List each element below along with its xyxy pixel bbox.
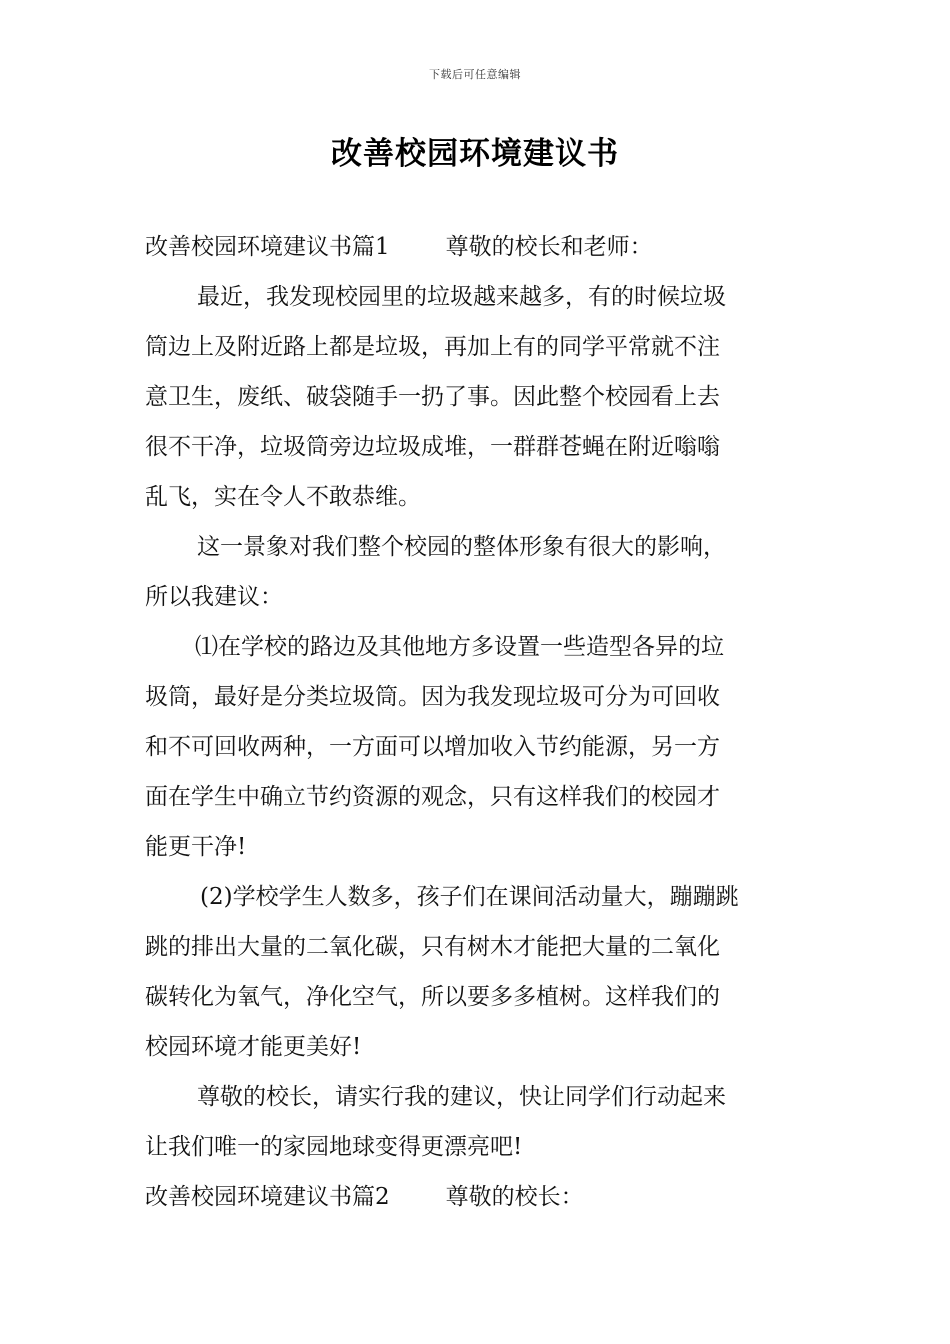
paragraph-3-line-3: 和不可回收两种，一方面可以增加收入节约能源，另一方 xyxy=(145,734,720,760)
paragraph-1-line-5: 乱飞，实在令人不敢恭维。 xyxy=(145,484,421,510)
section1-heading-line xyxy=(145,222,807,272)
section1-salutation: 尊敬的校长和老师： xyxy=(445,234,653,260)
paragraph-3-line-2: 圾筒，最好是分类垃圾筒。因为我发现垃圾可分为可回收 xyxy=(145,684,720,710)
section1-heading: 改善校园环境建议书篇1 xyxy=(145,234,390,260)
paragraph-1-line-1: 最近，我发现校园里的垃圾越来越多，有的时候垃圾 xyxy=(197,284,726,310)
paragraph-4-line-2: 跳的排出大量的二氧化碳，只有树木才能把大量的二氧化 xyxy=(145,934,720,960)
paragraph-4-line-3: 碳转化为氧气，净化空气，所以要多多植树。这样我们的 xyxy=(145,984,720,1010)
header-note: 下载后可任意编辑 xyxy=(429,68,521,81)
document-body xyxy=(145,222,807,1222)
paragraph-1-line-4: 很不干净，垃圾筒旁边垃圾成堆，一群群苍蝇在附近嗡嗡 xyxy=(145,434,720,460)
paragraph-2-line-1: 这一景象对我们整个校园的整体形象有很大的影响， xyxy=(197,534,726,560)
paragraph-3-line-1: ⑴在学校的路边及其他地方多设置一些造型各异的垃 xyxy=(195,634,724,660)
paragraph-2-line-2: 所以我建议： xyxy=(145,584,283,610)
paragraph-1-line-2: 筒边上及附近路上都是垃圾，再加上有的同学平常就不注 xyxy=(145,334,720,360)
section2-heading: 改善校园环境建议书篇2 xyxy=(145,1184,390,1210)
paragraph-3-line-4: 面在学生中确立节约资源的观念，只有这样我们的校园才 xyxy=(145,784,720,810)
section2-salutation: 尊敬的校长： xyxy=(445,1184,584,1210)
paragraph-5-line-2: 让我们唯一的家园地球变得更漂亮吧! xyxy=(145,1134,523,1160)
section2-heading-line xyxy=(145,1172,807,1222)
paragraph-4-line-4: 校园环境才能更美好! xyxy=(145,1034,362,1060)
paragraph-1-line-3: 意卫生，废纸、破袋随手一扔了事。因此整个校园看上去 xyxy=(145,384,720,410)
paragraph-5-line-1: 尊敬的校长，请实行我的建议，快让同学们行动起来 xyxy=(197,1084,726,1110)
paragraph-4-line-1: (2)学校学生人数多，孩子们在课间活动量大，蹦蹦跳 xyxy=(200,884,739,910)
paragraph-3-line-5: 能更干净! xyxy=(145,834,247,860)
document-title: 改善校园环境建议书 xyxy=(331,136,619,172)
